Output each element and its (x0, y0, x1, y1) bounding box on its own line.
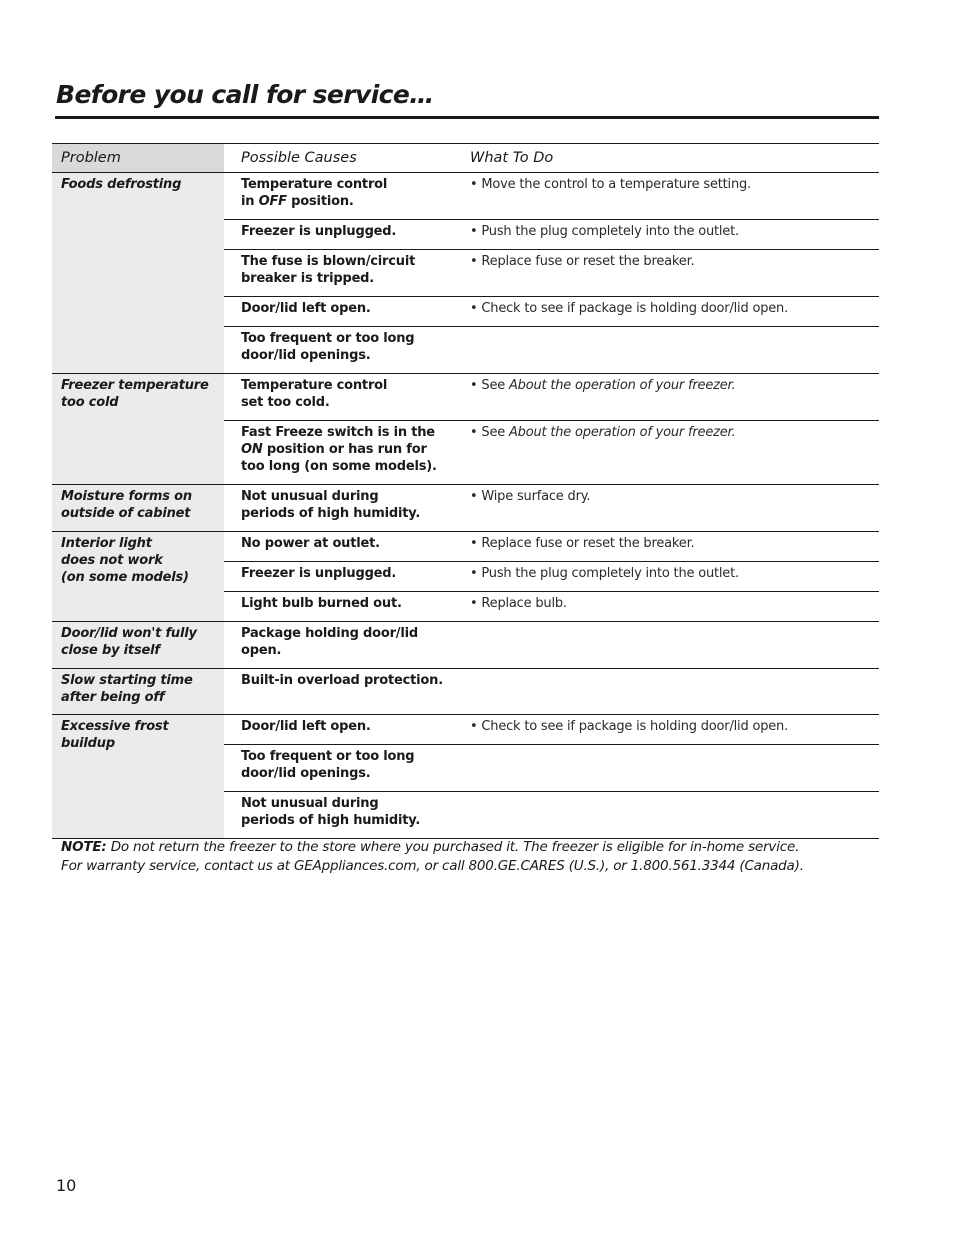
cause-cell (224, 173, 453, 220)
todo-cell: • Replace fuse or reset the breaker. (453, 250, 879, 297)
cause-cell: Too frequent or too long door/lid openings. (224, 745, 453, 792)
cause-cell (224, 792, 453, 839)
todo-cell (453, 669, 879, 715)
problem-text: Moisture forms on (61, 489, 192, 504)
cause-emphasis: OFF (258, 194, 287, 209)
todo-cell (453, 622, 879, 669)
cause-text: periods of high humidity. (241, 813, 421, 828)
problem-text: (on some models) (61, 570, 189, 585)
table-row (52, 669, 879, 715)
note-text: Do not return the freezer to the store where you purchased it. The freezer is eligible for in-home service. (106, 839, 800, 855)
cause-text: Not unusual during (241, 796, 379, 811)
note-label: NOTE: (61, 839, 107, 855)
problem-text: Interior light (61, 536, 152, 551)
cause-emphasis: ON (241, 442, 263, 457)
header-possible-causes: Possible Causes (224, 144, 453, 173)
problem-text: Excessive frost (61, 719, 169, 734)
cause-cell: Too frequent or too long door/lid openings. (224, 327, 453, 374)
page-number: 10 (56, 1176, 77, 1195)
cause-text: Fast Freeze switch is in the (241, 425, 435, 440)
cause-cell: Package holding door/lid open. (224, 622, 453, 669)
todo-cell: • Check to see if package is holding door/lid open. (453, 715, 879, 745)
problem-cell (52, 485, 224, 532)
cause-cell: Built-in overload protection. (224, 669, 453, 715)
table-row (52, 485, 879, 532)
cause-cell: Freezer is unplugged. (224, 220, 453, 250)
cause-cell: The fuse is blown/circuit breaker is tripped. (224, 250, 453, 297)
problem-cell (52, 622, 224, 669)
todo-reference: About the operation of your freezer. (508, 378, 736, 393)
todo-cell: • Push the plug completely into the outlet. (453, 562, 879, 592)
problem-text: Door/lid won't fully (61, 626, 197, 641)
cause-text: in (241, 194, 259, 209)
troubleshooting-table (52, 143, 879, 839)
problem-text: Slow starting time (61, 673, 193, 688)
page-title: Before you call for service… (56, 80, 434, 109)
cause-cell (224, 485, 453, 532)
cause-text: Temperature control (241, 177, 388, 192)
problem-cell: Foods defrosting (52, 173, 224, 374)
cause-cell: Light bulb burned out. (224, 592, 453, 622)
cause-text: Not unusual during (241, 489, 379, 504)
cause-cell: Freezer is unplugged. (224, 562, 453, 592)
todo-text: • See (470, 425, 509, 440)
cause-text: periods of high humidity. (241, 506, 421, 521)
problem-text: too cold (61, 395, 119, 410)
todo-cell: • Replace fuse or reset the breaker. (453, 532, 879, 562)
cause-text: position or has run for too long (on some models). (241, 442, 437, 474)
todo-cell (453, 792, 879, 839)
problem-cell (52, 532, 224, 622)
problem-text: buildup (61, 736, 115, 751)
problem-cell (52, 669, 224, 715)
problem-text: after being off (61, 690, 165, 705)
header-problem: Problem (52, 144, 224, 173)
todo-cell (453, 374, 879, 421)
cause-cell: No power at outlet. (224, 532, 453, 562)
title-rule (55, 116, 879, 119)
todo-cell: • Push the plug completely into the outlet. (453, 220, 879, 250)
todo-cell: • Move the control to a temperature setting. (453, 173, 879, 220)
todo-cell: • Check to see if package is holding door/lid open. (453, 297, 879, 327)
cause-text: Temperature control (241, 378, 388, 393)
table-row (52, 622, 879, 669)
table-row (52, 374, 879, 421)
table-row (52, 532, 879, 562)
todo-reference: About the operation of your freezer. (508, 425, 736, 440)
todo-cell (453, 421, 879, 485)
table-header-row (52, 144, 879, 173)
problem-text: Freezer temperature (61, 378, 209, 393)
todo-cell (453, 745, 879, 792)
cause-cell (224, 421, 453, 485)
cause-cell: Door/lid left open. (224, 715, 453, 745)
service-note (61, 838, 881, 876)
header-what-to-do: What To Do (453, 144, 879, 173)
table-row (52, 715, 879, 745)
problem-text: does not work (61, 553, 163, 568)
note-text: For warranty service, contact us at GEAppliances.com, or call 800.GE.CARES (U.S.), or 1.800.561.3344 (Canada). (61, 858, 804, 874)
problem-cell (52, 374, 224, 485)
todo-cell: • Replace bulb. (453, 592, 879, 622)
cause-text: position. (286, 194, 354, 209)
todo-cell (453, 327, 879, 374)
cause-cell (224, 374, 453, 421)
problem-text: outside of cabinet (61, 506, 191, 521)
todo-text: • See (470, 378, 509, 393)
problem-text: close by itself (61, 643, 160, 658)
cause-text: set too cold. (241, 395, 330, 410)
todo-cell: • Wipe surface dry. (453, 485, 879, 532)
table-row (52, 173, 879, 220)
cause-cell: Door/lid left open. (224, 297, 453, 327)
problem-cell (52, 715, 224, 839)
